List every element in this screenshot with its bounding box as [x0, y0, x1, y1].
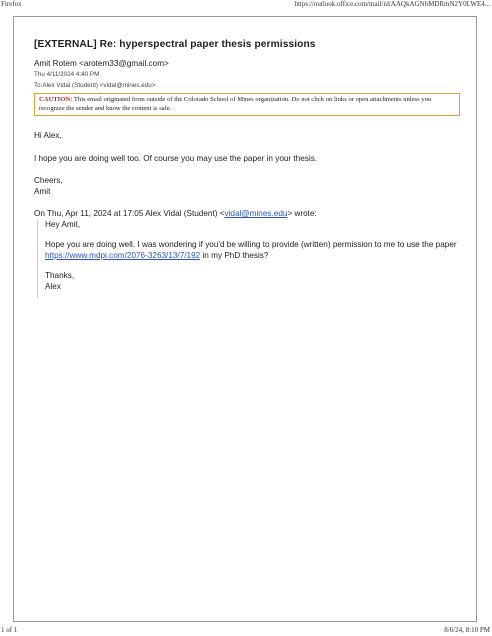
print-footer-page: 1 of 1: [1, 626, 18, 634]
email-signoff: Cheers,: [34, 176, 63, 186]
quote-intro-email-link[interactable]: vidal@mines.edu: [224, 209, 288, 219]
caution-label: CAUTION:: [39, 96, 73, 103]
quoted-greeting: Hey Amit,: [45, 219, 81, 229]
quoted-signoff: Thanks,: [45, 271, 75, 281]
email-recipient: To:Alex Vidal (Student) <vidal@mines.edu>: [34, 82, 156, 89]
email-greeting: Hi Alex,: [34, 131, 62, 141]
email-reply-text: I hope you are doing well too. Of course you may use the paper in your thesis.: [34, 153, 318, 163]
email-body: [34, 131, 464, 298]
printed-page: [13, 16, 477, 622]
print-footer-timestamp: 8/6/24, 8:10 PM: [444, 626, 490, 634]
quoted-signature: Alex: [45, 281, 61, 291]
quoted-message: [37, 220, 464, 298]
print-header-url: https://outlook.office.com/mail/id/AAQkAGNhMDRmN2Y0LWE4...: [294, 0, 490, 8]
caution-banner: [34, 93, 460, 116]
quoted-text-before: Hope you are doing well. I was wondering if you'd be willing to provide (written) permission to me to use the paper: [45, 240, 457, 250]
quoted-text-after: in my PhD thesis?: [200, 250, 269, 260]
email-message: [34, 39, 464, 298]
quote-intro-before: On Thu, Apr 11, 2024 at 17:05 Alex Vidal (Student) <: [34, 209, 225, 219]
email-signature: Amit: [34, 186, 51, 196]
print-header: [0, 0, 492, 10]
email-sender: Amit Rotem <arotem33@gmail.com>: [34, 59, 169, 68]
quote-intro: [34, 209, 464, 220]
quoted-text: [45, 240, 464, 261]
quoted-paper-link[interactable]: https://www.mdpi.com/2076-3263/13/7/192: [45, 250, 201, 260]
email-subject: [EXTERNAL] Re: hyperspectral paper thesis permissions: [34, 39, 316, 50]
quote-intro-after: > wrote:: [287, 209, 317, 219]
print-footer: [0, 626, 492, 636]
email-date: Thu 4/11/2024 4:40 PM: [34, 71, 100, 78]
caution-text: This email originated from outside of the Colorado School of Mines organization. Do not click on links or open attachments unless you recognize the sender and know the content is safe.: [39, 96, 432, 112]
print-header-app: Firefox: [1, 0, 22, 8]
